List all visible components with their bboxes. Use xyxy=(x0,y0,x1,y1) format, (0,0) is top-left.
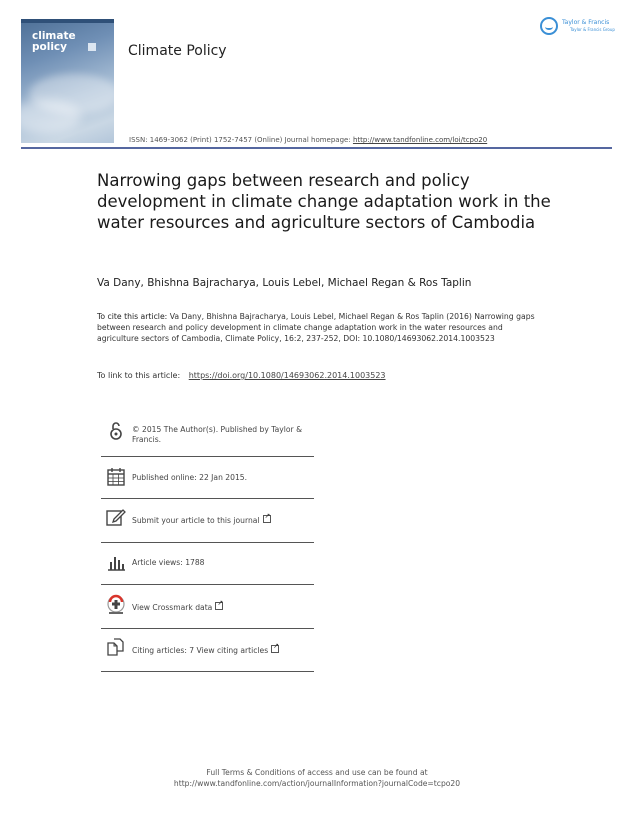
article-info-list xyxy=(101,414,314,672)
publisher-logo[interactable] xyxy=(540,17,614,37)
journal-homepage-link[interactable]: http://www.tandfonline.com/loi/tcpo20 xyxy=(352,136,488,144)
crossmark-link[interactable] xyxy=(132,602,223,613)
external-link-icon xyxy=(263,515,271,523)
publisher-logo-icon xyxy=(540,17,558,35)
article-authors: Va Dany, Bhishna Bajracharya, Louis Lebel, Michael Regan & Ros Taplin xyxy=(97,277,472,289)
article-link-label: To link to this article: xyxy=(97,371,181,380)
cover-title-line: climate xyxy=(32,30,76,42)
published-text: Published online: 22 Jan 2015. xyxy=(132,473,248,482)
footer-terms-text: Full Terms & Conditions of access and use can be found at xyxy=(206,768,428,777)
cover-cloud xyxy=(21,99,81,134)
article-title: Narrowing gaps between research and policy development in climate change adaptation work in the water resources and agriculture sectors of Cambodia xyxy=(97,171,551,232)
views-text: Article views: 1788 xyxy=(132,558,205,567)
bar-chart-icon xyxy=(105,551,127,573)
footer-terms-link[interactable]: http://www.tandfonline.com/action/journalInformation?journalCode=tcpo20 xyxy=(173,779,461,788)
crossmark-text: View Crossmark data xyxy=(132,603,213,612)
license-text: © 2015 The Author(s). Published by Taylor & Francis. xyxy=(132,425,303,444)
crossmark-icon xyxy=(105,594,127,616)
footer xyxy=(0,767,634,789)
submit-row[interactable] xyxy=(101,499,314,543)
issn-text: ISSN: 1469-3062 (Print) 1752-7457 (Online) Journal homepage: xyxy=(129,136,351,144)
calendar-icon xyxy=(105,466,127,488)
open-access-icon xyxy=(105,420,127,442)
views-row xyxy=(101,543,314,585)
external-link-icon xyxy=(215,602,223,610)
citation-block xyxy=(97,311,537,344)
cover-title xyxy=(32,31,76,53)
published-row xyxy=(101,457,314,499)
citation-text: Va Dany, Bhishna Bajracharya, Louis Lebel, Michael Regan & Ros Taplin (2016) Narrowing gaps between research and policy development in climate change adaptation work in the water resources and agriculture sectors of Cambodia, Climate Policy, 16:2, 237-252, DOI: 10.1080/14693062.2014.1003523 xyxy=(97,312,535,343)
cover-top-strip xyxy=(21,19,114,23)
doi-link[interactable]: https://doi.org/10.1080/14693062.2014.1003523 xyxy=(188,371,386,380)
cover-title-line: policy xyxy=(32,41,67,53)
publisher-sub: Taylor & Francis Group xyxy=(570,27,615,32)
crossmark-row[interactable] xyxy=(101,585,314,629)
edit-icon xyxy=(105,506,127,528)
citing-text: Citing articles: 7 View citing articles xyxy=(132,646,269,655)
cover-square-mark xyxy=(88,43,96,51)
article-link-line xyxy=(97,371,386,380)
license-row xyxy=(101,414,314,457)
citing-link[interactable] xyxy=(132,645,279,656)
journal-name: Climate Policy xyxy=(128,43,227,59)
submit-text: Submit your article to this journal xyxy=(132,516,260,525)
issn-line xyxy=(129,136,487,144)
citing-row[interactable] xyxy=(101,629,314,672)
citing-articles-icon xyxy=(105,636,127,658)
publisher-brand: Taylor & Francis xyxy=(562,19,610,26)
header-divider xyxy=(21,147,612,149)
journal-cover-image xyxy=(21,19,114,143)
submit-link[interactable] xyxy=(132,515,271,526)
external-link-icon xyxy=(271,645,279,653)
citation-label: To cite this article: xyxy=(97,312,168,321)
